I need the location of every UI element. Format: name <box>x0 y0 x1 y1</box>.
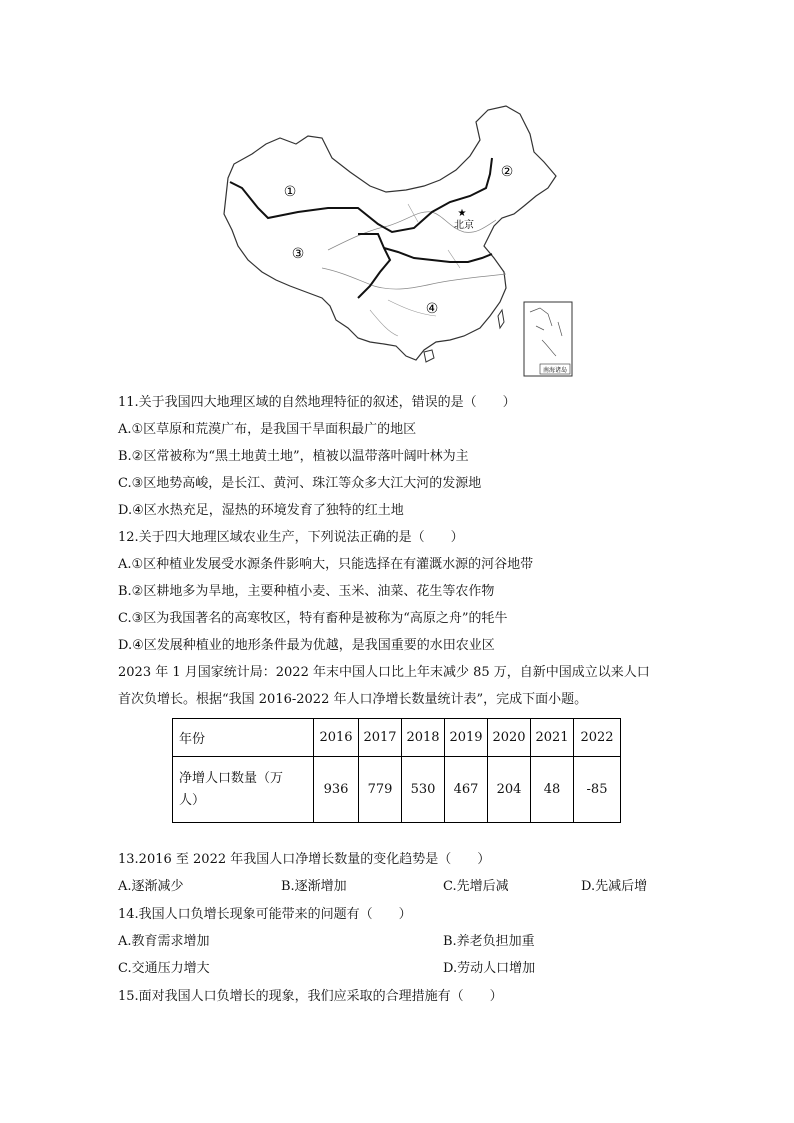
table-value-cell: 530 <box>402 757 445 823</box>
table-year-cell: 2019 <box>445 719 488 757</box>
q13-option-b: B.逐渐增加 <box>281 879 347 894</box>
table-row-label <box>173 757 314 823</box>
q11-option-c: C.③区地势高峻，是长江、黄河、珠江等众多大江大河的发源地 <box>118 476 482 491</box>
q11-stem: 11.关于我国四大地理区域的自然地理特征的叙述，错误的是（ ） <box>118 395 516 410</box>
table-value-cell: 467 <box>445 757 488 823</box>
table-header-label: 年份 <box>173 719 314 757</box>
q12-option-b: B.②区耕地多为旱地，主要种植小麦、玉米、油菜、花生等农作物 <box>118 584 495 599</box>
table-year-cell: 2017 <box>359 719 402 757</box>
table-year-cell: 2021 <box>531 719 574 757</box>
q13-option-d: D.先减后增 <box>581 879 648 894</box>
q14-stem: 14.我国人口负增长现象可能带来的问题有（ ） <box>118 907 412 922</box>
table-value-cell: 48 <box>531 757 574 823</box>
table-row-label-line1: 净增人口数量（万 <box>179 770 284 786</box>
beijing-label: 北京 <box>454 220 474 231</box>
table-value-cell: -85 <box>574 757 621 823</box>
intro-line-1: 2023 年 1 月国家统计局：2022 年末中国人口比上年末减少 85 万，自新中国成立以来人口 <box>118 665 650 680</box>
inset-coastline <box>530 308 562 356</box>
region-label-4: ④ <box>425 301 439 317</box>
q12-option-d: D.④区发展种植业的地形条件最为优越，是我国重要的水田农业区 <box>118 638 495 653</box>
q15-stem: 15.面对我国人口负增长的现象，我们应采取的合理措施有（ ） <box>118 989 503 1004</box>
q14-option-c: C.交通压力增大 <box>118 961 210 976</box>
boundary-north-northwest <box>230 158 492 232</box>
q14-option-b: B.养老负担加重 <box>443 934 535 949</box>
q12-option-a: A.①区种植业发展受水源条件影响大，只能选择在有灌溉水源的河谷地带 <box>118 557 534 572</box>
table-year-cell: 2016 <box>314 719 359 757</box>
q13-option-c: C.先增后减 <box>443 879 509 894</box>
region-label-2: ② <box>500 164 514 180</box>
q13-option-a: A.逐渐减少 <box>118 879 184 894</box>
table-value-cell: 204 <box>488 757 531 823</box>
table-data-row <box>173 757 621 823</box>
table-row-label-line2: 人） <box>179 792 206 808</box>
table-header-row <box>173 719 621 757</box>
table-year-cell: 2022 <box>574 719 621 757</box>
inset-label: 南海诸岛 <box>542 367 568 374</box>
south-china-sea-inset <box>524 302 572 376</box>
q12-stem: 12.关于四大地理区域农业生产，下列说法正确的是（ ） <box>118 530 464 545</box>
taiwan-island <box>498 310 504 328</box>
population-growth-table <box>172 718 621 823</box>
intro-line-2: 首次负增长。根据“我国 2016-2022 年人口净增长数量统计表”，完成下面小题。 <box>118 692 588 707</box>
yangtze-river <box>322 268 506 289</box>
china-regions-map <box>218 100 578 382</box>
region-label-1: ① <box>283 184 297 200</box>
table-value-cell: 779 <box>359 757 402 823</box>
q14-option-a: A.教育需求增加 <box>118 934 210 949</box>
table-year-cell: 2020 <box>488 719 531 757</box>
beijing-star-icon: ★ <box>457 208 467 219</box>
q12-option-c: C.③区为我国著名的高寒牧区，特有畜种是被称为“高原之舟”的牦牛 <box>118 611 508 626</box>
q11-option-d: D.④区水热充足，湿热的环境发育了独特的红土地 <box>118 503 404 518</box>
q14-option-d: D.劳动人口增加 <box>443 961 536 976</box>
q11-option-b: B.②区常被称为“黑土地黄土地”，植被以温带落叶阔叶林为主 <box>118 449 469 464</box>
region-label-3: ③ <box>291 246 305 262</box>
boundary-south <box>384 248 492 262</box>
minor-rivers <box>370 204 460 336</box>
table-value-cell: 936 <box>314 757 359 823</box>
q11-option-a: A.①区草原和荒漠广布，是我国干旱面积最广的地区 <box>118 422 417 437</box>
table-year-cell: 2018 <box>402 719 445 757</box>
china-outline <box>224 106 556 360</box>
hainan-island <box>424 350 434 362</box>
q13-stem: 13.2016 至 2022 年我国人口净增长数量的变化趋势是（ ） <box>118 852 491 867</box>
